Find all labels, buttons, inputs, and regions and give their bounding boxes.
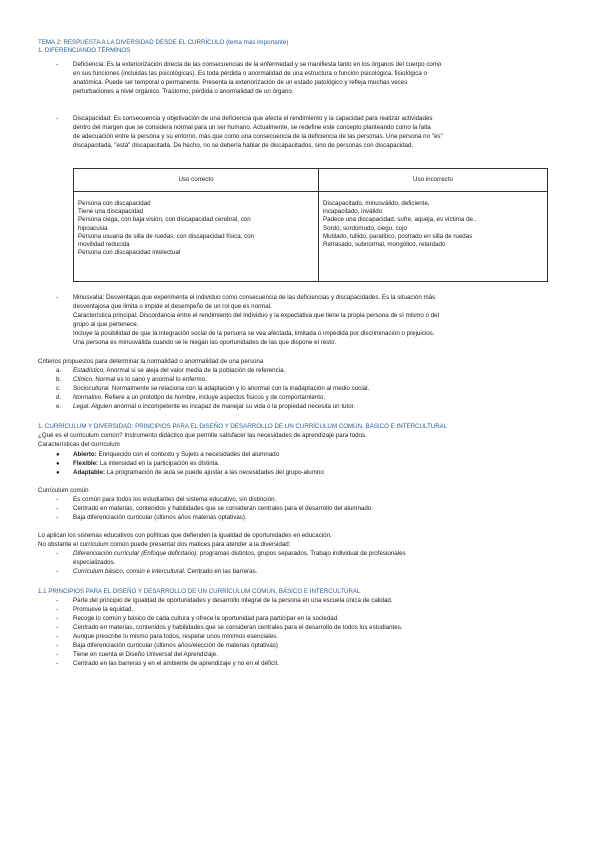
discapacidad-line-1: Discapacidad: Es consecuencia y objetivación de una deficiencia que afecta el rendimiento y la capacidad para realizar actividades [73, 115, 433, 122]
comun-item: Es común para todos los estudiantes del sistema educativo, sin distinción. [73, 496, 277, 503]
section-heading-curriculum: 1. CURRÍCULUM Y DIVERSIDAD: PRINCIPIOS PARA EL DISEÑO Y DESARROLLO DE UN CURRÍCULUM COMÚN, BÁSICO E INTERCULTURAL [38, 423, 448, 430]
deficiencia-line-3: anatómica. Puede ser temporal o permanente. Presenta la exteriorización de un estado patológico y refleja muchas veces [73, 79, 408, 86]
principio-item: Centrado en las barreras y en el ambiente de aprendizaje y no en el déficit. [73, 660, 280, 667]
principio-item: Baja diferenciación curricular (últimos años/elección de materias optativas) [73, 642, 278, 649]
criterio-text: Normal es lo sano y anormal lo enfermo. [95, 376, 207, 383]
criterio-name: Normativo. [73, 394, 103, 401]
paragraph-matices: No obstante el currículum común puede presentar dos matices para atender a la diversidad: [38, 541, 291, 548]
correct-line: Persona con discapacidad intelectual [78, 249, 181, 257]
principio-item: Tiene en cuenta el Diseño Universal del Aprendizaje. [73, 651, 218, 658]
incorrect-line: Padece una discapacidad, sufre, aqueja, es víctima de.. [323, 216, 477, 224]
matiz-name: Diferenciación curricular (Enfoque deficitario): [73, 550, 199, 557]
title-note: (tema más importante) [226, 39, 289, 46]
usage-table [73, 168, 548, 282]
correct-cell [74, 192, 319, 282]
dash-marker: - [56, 597, 59, 604]
criterio-letter: e. [56, 403, 62, 410]
matiz-item [73, 568, 257, 576]
matiz-item [73, 550, 406, 558]
discapacidad-line-4: discapacitada, "está" discapacitada. De hecho, no se debería hablar de discapacitados, sino de personas con discapacidad. [73, 142, 414, 149]
deficiencia-line-1: Deficiencia: Es la exteriorización directa de las consecuencias de la enfermedad y se manifiesta tanto en los órganos del cuerpo como [73, 61, 442, 68]
criterio-text: Refiere a un prototipo de hombre, incluye aspectos físicos y de comportamiento. [104, 394, 326, 401]
caracteristica-text: La intensidad en la participación es distinta. [99, 460, 220, 467]
caracteristica-item [73, 451, 279, 459]
criterio-text: Normalmente se relaciona con la adaptación y lo anormal con la inadaptación al medio social. [111, 385, 370, 392]
dash-marker: - [56, 568, 59, 575]
comun-item: Centrado en materias, contenidos y habilidades que se consideran centrales para el desarrollo del alumnado. [73, 505, 373, 512]
minusvalia-line-2: desventajosa que limita o impide el desempeño de un rol que es normal. [73, 303, 272, 310]
correct-line: movilidad reducida [78, 241, 130, 249]
dash-marker: - [56, 633, 59, 640]
dash-marker: - [56, 514, 59, 521]
header-incorrect: Uso incorrecto [319, 169, 548, 192]
incorrect-line: Sordo, sordomudo, ciego, cojo [323, 224, 407, 232]
dash-marker: - [56, 615, 59, 622]
correct-line: hipoacusia [78, 224, 108, 232]
minusvalia-line-6: Una persona es minusválida cuando se le niegan las oportunidades de las que dispone el resto. [73, 339, 337, 346]
caracteristica-name: Flexible: [73, 460, 99, 467]
criterio-letter: c. [56, 385, 61, 392]
section-heading-terms: 1. DIFERENCIANDO TÉRMINOS [38, 47, 131, 54]
minusvalia-line-3: Característica principal: Discordancia entre el rendimiento del individuo y la expectativa que tiene la propia persona de sí mismo o del [73, 312, 439, 319]
matiz-name: Currículum básico, común e intercultural. [73, 568, 186, 575]
discapacidad-line-3: de adecuación entre la persona y su entorno, más que como una consecuencia de la deficiencia de las personas. Una persona no "es" [73, 133, 443, 140]
criterio-name: Sociocultural. [73, 385, 111, 392]
criterio-letter: d. [56, 394, 62, 401]
caracteristica-name: Adaptable: [73, 469, 105, 476]
criterio-name: Estadístico. [73, 367, 105, 374]
bullet-icon: ● [56, 470, 60, 476]
paragraph-politicas: Lo aplican los sistemas educativos con políticas que defienden la igualdad de oportunidades en educación. [38, 532, 332, 539]
criterio-item [73, 376, 207, 384]
criterio-name: Clínico. [73, 376, 94, 383]
criterio-item [73, 394, 325, 402]
principio-item: Centrado en materias, contenidos y habilidades que se consideran centrales para el desarrollo de todos los estudiantes. [73, 624, 403, 631]
deficiencia-line-2: en sus funciones (incluidas las psicológicas). Es toda pérdida o anormalidad de una estructura o función psicológica, fisiológica o [73, 70, 427, 77]
incorrect-cell [319, 192, 548, 282]
incorrect-line: incapacitado, inválido [323, 208, 383, 216]
criterio-letter: a. [56, 367, 62, 374]
curriculum-question: ¿Qué es el currículum común? Instrumento didáctico que permite satisfacer las necesidades de aprendizaje para todos. [38, 432, 367, 439]
bullet-icon: ● [56, 461, 60, 467]
dash-marker: - [56, 624, 59, 631]
criterio-item [73, 367, 285, 375]
criterio-item [73, 385, 369, 393]
dash-marker: - [56, 115, 59, 122]
dash-marker: - [56, 496, 59, 503]
dash-marker: - [56, 651, 59, 658]
correct-line: Tiene una discapacidad [78, 208, 144, 216]
criterios-title: Criterios propuestos para determinar la normalidad o anormalidad de una persona [38, 358, 264, 365]
principio-item: Recoge lo común y básico de cada cultura y ofrece la oportunidad para participar en la sociedad. [73, 615, 339, 622]
matiz-text: Centrado en las barreras. [187, 568, 258, 575]
correct-line: Persona usuaria de silla de ruedas, con discapacidad física, con [78, 232, 255, 240]
principio-item: Parte del principio de igualdad de oportunidades y desarrollo integral de la persona en una escuela única de calidad. [73, 597, 393, 604]
minusvalia-line-5: Incluye la posibilidad de que la integración social de la persona se vea afectada, limitada o impedida por discriminación o prejuicios. [73, 330, 435, 337]
criterio-text: Alguien anormal o incompetente es incapaz de manejar su vida o la propiedad necesita un tutor. [91, 403, 356, 410]
caracteristica-name: Abierto: [73, 451, 97, 458]
dash-marker: - [56, 61, 59, 68]
caracteristicas-title: Características del currículum [38, 441, 120, 448]
matiz-text: programas distintos, grupos separados. Trabajo individual de profesionales [199, 550, 406, 557]
dash-marker: - [56, 550, 59, 557]
criterio-item [73, 403, 355, 411]
discapacidad-line-2: dentro del margen que se considera normal para un ser humano. Actualmente, se redefine este concepto planteando como la falta [73, 124, 431, 131]
criterio-letter: b. [56, 376, 62, 383]
comun-item: Baja diferenciación curricular (últimos años materias optativas). [73, 514, 247, 521]
dash-marker: - [56, 606, 59, 613]
correct-line: Persona con discapacidad [78, 200, 151, 207]
caracteristica-text: Enriquecido con el contexto y Sujeto a necesidades del alumnado [98, 451, 280, 458]
header-correct: Uso correcto [74, 169, 319, 192]
section-heading-principios: 1.1 PRINCIPIOS PARA EL DISEÑO Y DESARROLLO DE UN CURRÍCULUM COMÚN, BÁSICO E INTERCULTURAL [38, 588, 361, 595]
bullet-icon: ● [56, 452, 60, 458]
incorrect-line: Mutilado, tullido, paralítico, postrado en silla de ruedas [323, 232, 473, 240]
incorrect-line: Retrasado, subnormal, mongólico, retardado [323, 241, 446, 249]
correct-line: Persona ciega, con baja visión, con discapacidad cerebral, con [78, 216, 251, 224]
matiz-continuation: especializados. [73, 559, 116, 566]
dash-marker: - [56, 642, 59, 649]
caracteristica-text: La programación de aula se puede ajustar a las necesidades del grupo-alumno [106, 469, 324, 476]
document-title [38, 39, 288, 47]
curriculum-comun-title: Currículum común [38, 487, 89, 494]
principio-item: Aunque prescribe lo mismo para todos, respetar unos mínimos esenciales. [73, 633, 278, 640]
minusvalia-line-1: Minusvalía: Desventajas que experimenta el individuo como consecuencia de las deficiencias y discapacidades. Es la situación más [73, 294, 436, 301]
dash-marker: - [56, 294, 59, 301]
dash-marker: - [56, 505, 59, 512]
caracteristica-item [73, 469, 324, 477]
minusvalia-line-4: grupo al que pertenece. [73, 321, 139, 328]
criterio-text: Anormal si se aleja del valor media de la población de referencia. [106, 367, 286, 374]
criterio-name: Legal. [73, 403, 90, 410]
dash-marker: - [56, 660, 59, 667]
principio-item: Promueve la equidad. [73, 606, 134, 613]
incorrect-line: Discapacitado, minusválido, deficiente, [323, 200, 430, 207]
deficiencia-line-4: perturbaciones a nivel orgánico. Trastorno, pérdida o anormalidad de un órgano. [73, 88, 294, 95]
caracteristica-item [73, 460, 220, 468]
title-text: TEMA 2: RESPUESTA A LA DIVERSIDAD DESDE EL CURRÍCULO [38, 39, 225, 46]
